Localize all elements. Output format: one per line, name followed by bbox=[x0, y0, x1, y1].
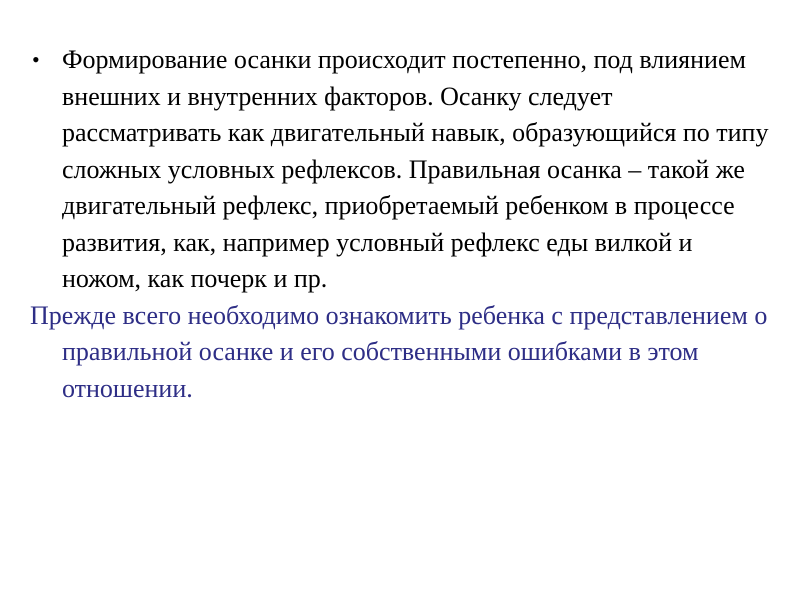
bullet-paragraph-text: Формирование осанки происходит постепенно, под влиянием внешних и внутренних факторов. Осанку следует рассматривать как двигательный навык, образующийся по типу сложных условных рефлексов. Правильная осанка – такой же двигательный рефлекс, приобретаемый ребенком в процессе развития, как, например условный рефлекс еды вилкой и ножом, как почерк и пр. bbox=[62, 45, 769, 293]
slide-content bbox=[30, 42, 770, 407]
bullet-icon: • bbox=[32, 47, 40, 72]
bullet-paragraph bbox=[30, 42, 770, 298]
accent-paragraph: Прежде всего необходимо ознакомить ребенка с представлением о правильной осанке и его собственными ошибками в этом отношении. bbox=[30, 300, 768, 403]
